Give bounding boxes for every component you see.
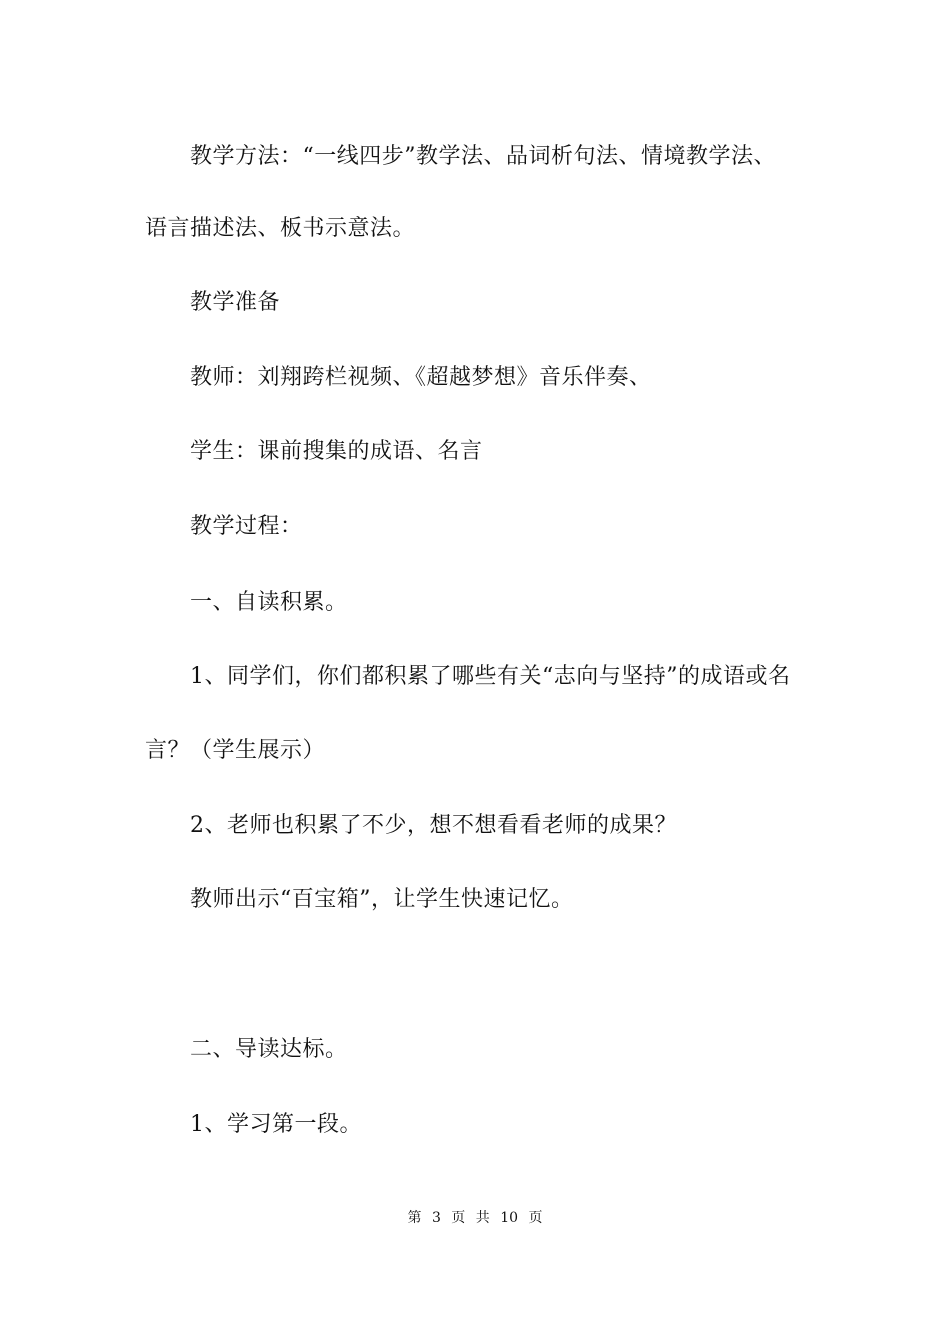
section-heading: 一、自读积累。: [190, 590, 348, 615]
paragraph-line: 2、老师也积累了不少，想不想看看老师的成果？: [190, 813, 677, 838]
paragraph-line: 1、学习第一段。: [190, 1112, 362, 1137]
paragraph-line: 语言描述法、板书示意法。: [145, 216, 416, 241]
paragraph-line: 1、同学们，你们都积累了哪些有关“志向与坚持”的成语或名: [190, 664, 791, 689]
paragraph-line: 言？（学生展示）: [145, 738, 326, 763]
section-heading: 教学准备: [190, 290, 281, 315]
section-heading: 二、导读达标。: [190, 1037, 348, 1062]
page-number-footer: 第 3 页 共 10 页: [407, 1210, 543, 1226]
section-heading: 教学过程：: [190, 514, 303, 539]
paragraph-line: 教师：刘翔跨栏视频、《超越梦想》音乐伴奏、: [190, 365, 652, 390]
paragraph-line: 教师出示“百宝箱”，让学生快速记忆。: [190, 887, 574, 912]
paragraph-line: 教学方法：“一线四步”教学法、品词析句法、情境教学法、: [190, 144, 776, 169]
paragraph-line: 学生：课前搜集的成语、名言: [190, 439, 483, 464]
